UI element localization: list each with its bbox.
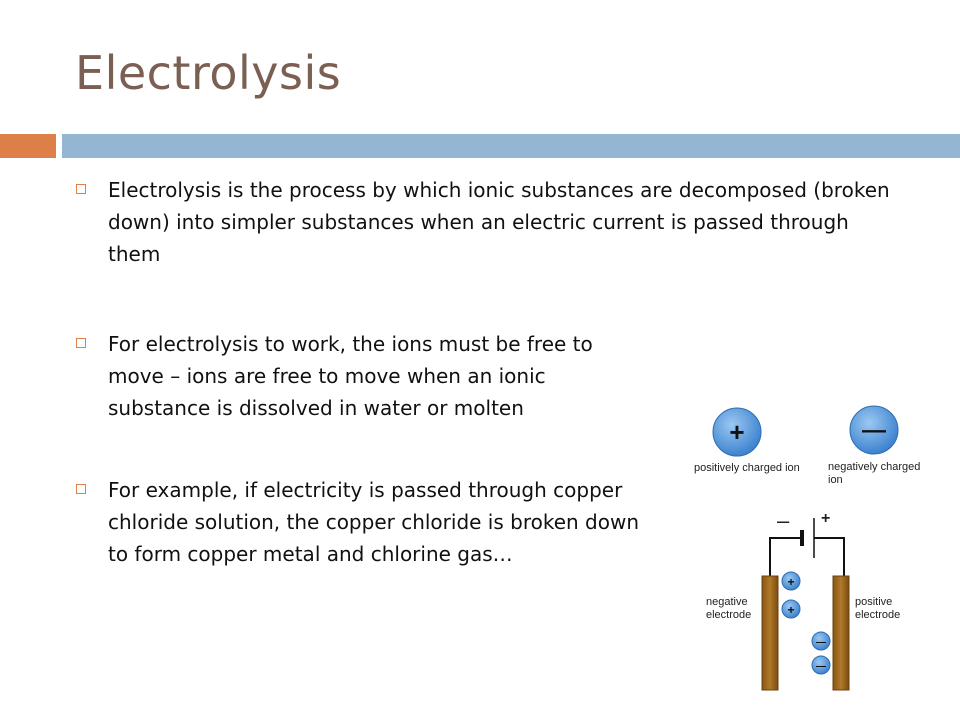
bullet-text: For example, if electricity is passed through copper chloride solution, the copper chloride is broken down to form copper metal and chlorine gas…: [108, 478, 640, 566]
positive-electrode: [833, 576, 849, 690]
negative-electrode-label: negative electrode: [706, 596, 752, 621]
electrolysis-diagram: [690, 398, 940, 698]
positive-electrode-label: positive electrode: [855, 596, 901, 621]
slide-title: Electrolysis: [75, 46, 342, 100]
negative-ion-symbol: —: [816, 661, 826, 672]
wire-negative: [770, 538, 802, 578]
bullet-text: For electrolysis to work, the ions must be free to move – ions are free to move when an ionic substance is dissolved in water or molten: [108, 332, 593, 420]
wire-positive: [814, 538, 844, 578]
title-accent-bar: [0, 134, 56, 158]
square-bullet-icon: [76, 184, 86, 194]
negative-electrode: [762, 576, 778, 690]
legend-negative-symbol: —: [862, 417, 886, 444]
square-bullet-icon: [76, 338, 86, 348]
square-bullet-icon: [76, 484, 86, 494]
negative-ion-label: negatively charged ion: [828, 461, 921, 486]
battery-plus-sign: +: [821, 510, 831, 527]
bullet-text: Electrolysis is the process by which ionic substances are decomposed (broken down) into simpler substances when an electric current is passed through them: [108, 178, 890, 266]
positive-ion-symbol: +: [787, 575, 795, 589]
diagram-graphics: [690, 398, 940, 698]
positive-ion-label: positively charged ion: [694, 462, 800, 474]
title-divider-bar: [62, 134, 960, 158]
legend-positive-symbol: +: [729, 417, 745, 447]
negative-ion-symbol: —: [816, 637, 826, 648]
positive-ion-symbol: +: [787, 603, 795, 617]
battery-minus-sign: –: [777, 508, 790, 533]
